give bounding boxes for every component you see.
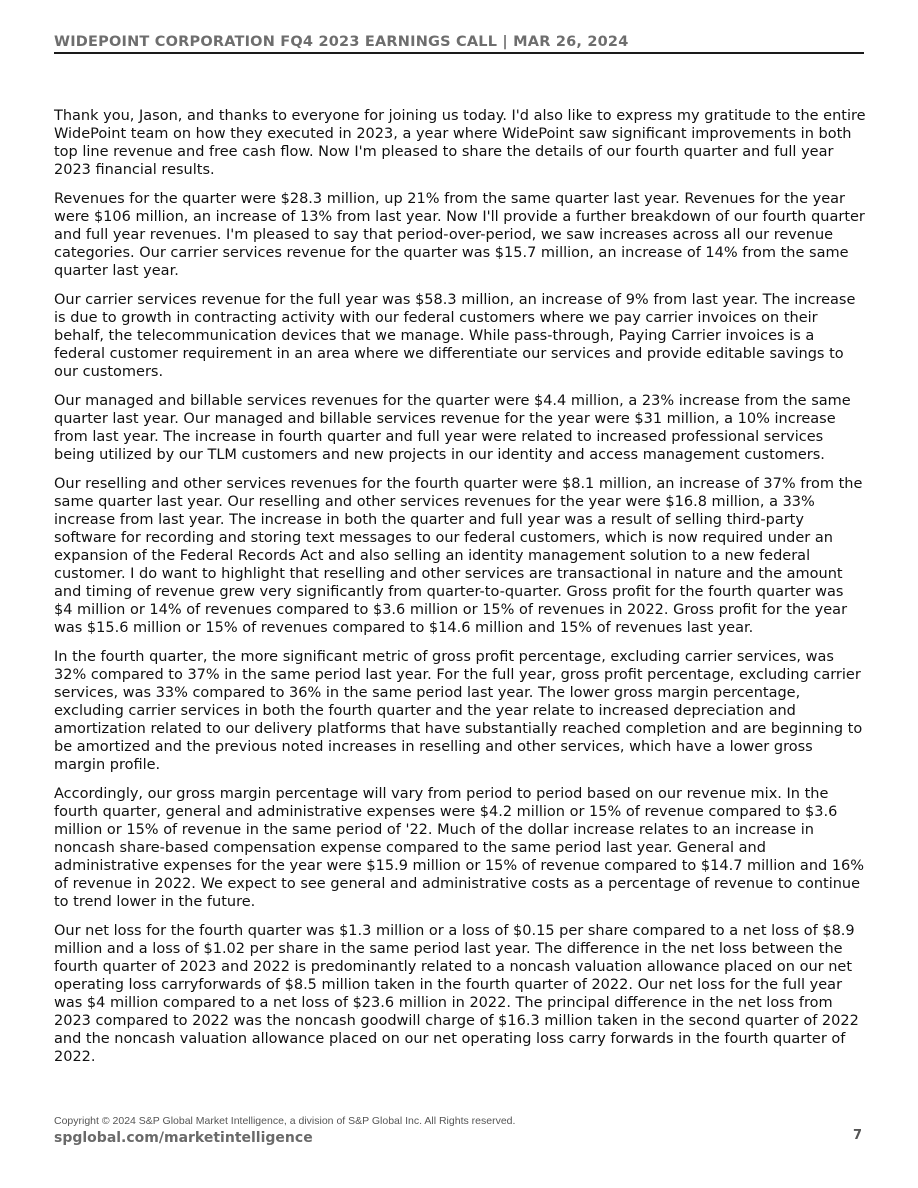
- page-header-title: WIDEPOINT CORPORATION FQ4 2023 EARNINGS CALL | MAR 26, 2024: [54, 34, 629, 50]
- paragraph: In the fourth quarter, the more significant metric of gross profit percentage, excluding carrier services, was 32% compared to 37% in the same period last year. For the full year, gross profit percentage, excluding carrier services, was 33% compared to 36% in the same period last year. The lower gross margin percentage, excluding carrier services in both the fourth quarter and the year relate to increased depreciation and amortization related to our delivery platforms that have substantially reached completion and are beginning to be amortized and the previous noted increases in reselling and other services, which have a lower gross margin profile.: [54, 649, 863, 773]
- paragraph: Our carrier services revenue for the full year was $58.3 million, an increase of 9% from last year. The increase is due to growth in contracting activity with our federal customers where we pay carrier invoices on their behalf, the telecommunication devices that we manage. While pass-through, Paying Carrier invoices is a federal customer requirement in an area where we differentiate our services and provide editable savings to our customers.: [54, 292, 856, 380]
- header-divider: [54, 52, 864, 54]
- paragraph: Revenues for the quarter were $28.3 million, up 21% from the same quarter last year. Revenues for the year were $106 million, an increase of 13% from last year. Now I'll provide a further breakdown of our fourth quarter and full year revenues. I'm pleased to say that period-over-period, we saw increases across all our revenue categories. Our carrier services revenue for the quarter was $15.7 million, an increase of 14% from the same quarter last year.: [54, 191, 865, 279]
- footer-site-link[interactable]: spglobal.com/marketintelligence: [54, 1130, 313, 1146]
- transcript-body: [54, 107, 866, 1077]
- paragraph: Our reselling and other services revenues for the fourth quarter were $8.1 million, an increase of 37% from the same quarter last year. Our reselling and other services revenues for the year were $16.8 million, a 33% increase from last year. The increase in both the quarter and full year was a result of selling third-party software for recording and storing text messages to our federal customers, which is now required under an expansion of the Federal Records Act and also selling an identity management solution to a new federal customer. I do want to highlight that reselling and other services are transactional in nature and the amount and timing of revenue grew very significantly from quarter-to-quarter. Gross profit for the fourth quarter was $4 million or 14% of revenues compared to $3.6 million or 15% of revenues in 2022. Gross profit for the year was $15.6 million or 15% of revenues compared to $14.6 million and 15% of revenues last year.: [54, 476, 863, 636]
- paragraph: Accordingly, our gross margin percentage will vary from period to period based on our revenue mix. In the fourth quarter, general and administrative expenses were $4.2 million or 15% of revenue compared to $3.6 million or 15% of revenue in the same period of '22. Much of the dollar increase relates to an increase in noncash share-based compensation expense compared to the same period last year. General and administrative expenses for the year were $15.9 million or 15% of revenue compared to $14.7 million and 16% of revenue in 2022. We expect to see general and administrative costs as a percentage of revenue to continue to trend lower in the future.: [54, 786, 865, 910]
- copyright-notice: Copyright © 2024 S&P Global Market Intelligence, a division of S&P Global Inc. All Rights reserved.: [54, 1115, 516, 1127]
- page-number: 7: [852, 1128, 862, 1143]
- paragraph: Our managed and billable services revenues for the quarter were $4.4 million, a 23% increase from the same quarter last year. Our managed and billable services revenue for the year were $31 million, a 10% increase from last year. The increase in fourth quarter and full year were related to increased professional services being utilized by our TLM customers and new projects in our identity and access management customers.: [54, 393, 851, 463]
- paragraph: Our net loss for the fourth quarter was $1.3 million or a loss of $0.15 per share compared to a net loss of $8.9 million and a loss of $1.02 per share in the same period last year. The difference in the net loss between the fourth quarter of 2023 and 2022 is predominantly related to a noncash valuation allowance placed on our net operating loss carryforwards of $8.5 million taken in the fourth quarter of 2022. Our net loss for the full year was $4 million compared to a net loss of $23.6 million in 2022. The principal difference in the net loss from 2023 compared to 2022 was the noncash goodwill charge of $16.3 million taken in the second quarter of 2022 and the noncash valuation allowance placed on our net operating loss carry forwards in the fourth quarter of 2022.: [54, 923, 859, 1065]
- paragraph: Thank you, Jason, and thanks to everyone for joining us today. I'd also like to express my gratitude to the entire WidePoint team on how they executed in 2023, a year where WidePoint saw significant improvements in both top line revenue and free cash flow. Now I'm pleased to share the details of our fourth quarter and full year 2023 financial results.: [54, 108, 866, 178]
